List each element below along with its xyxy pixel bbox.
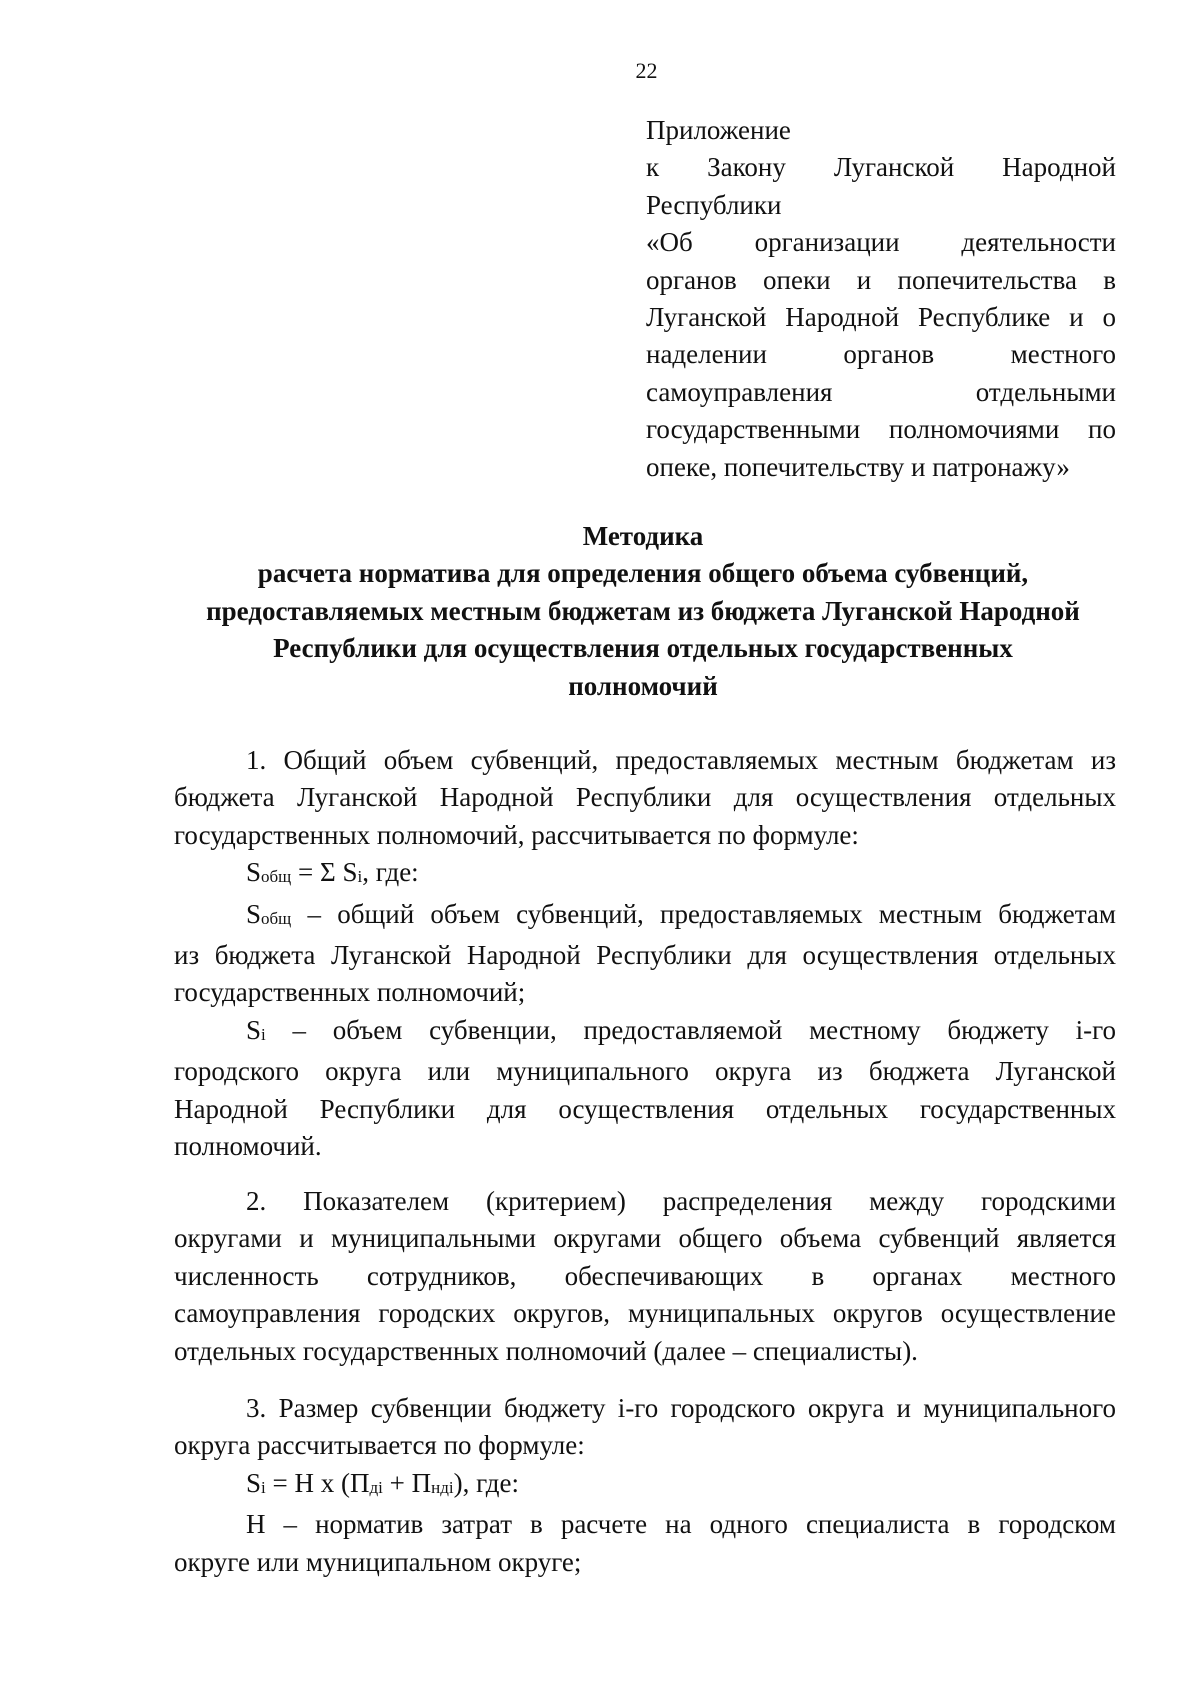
appendix-line: к Закону Луганской Народной [646, 152, 1116, 183]
appendix-line: самоуправления отдельными [646, 376, 1116, 407]
paragraph-line: 3. Размер субвенции бюджету i-го городского округа и муниципального [246, 1393, 1116, 1423]
paragraph-line: полномочий. [174, 1131, 322, 1162]
document-title [170, 518, 1116, 705]
paragraph-line: 2. Показателем (критерием) распределения между городскими [246, 1186, 1116, 1216]
paragraph-line: Народной Республики для осуществления отдельных государственных [174, 1093, 1116, 1124]
paragraph-line: самоуправления городских округов, муниципальных округов осуществление [174, 1298, 1116, 1329]
appendix-line: органов опеки и попечительства в [646, 264, 1116, 295]
section-3 [174, 1390, 1116, 1581]
definition-n-first-line: Н – норматив затрат в расчете на одного специалиста в городском [246, 1509, 1116, 1540]
formula-i: Si = Н х (Пдi + Пндi), где: [246, 1467, 520, 1498]
paragraph-line: государственных полномочий, рассчитывается по формуле: [174, 819, 859, 850]
page-number: 22 [635, 58, 658, 83]
paragraph-line: городского округа или муниципального округа из бюджета Луганской [174, 1056, 1116, 1087]
appendix-line: Республики [646, 189, 782, 220]
title-line: полномочий [568, 670, 718, 701]
title-line: расчета норматива для определения общего объема субвенций, [257, 558, 1029, 589]
section-2 [174, 1183, 1116, 1370]
paragraph-line: округе или муниципальном округе; [174, 1546, 582, 1577]
appendix-line: наделении органов местного [646, 339, 1116, 370]
appendix-reference [646, 112, 1116, 486]
definition-i-first-line: Si – объем субвенции, предоставляемой местному бюджету i-го [246, 1014, 1116, 1045]
appendix-line: «Об организации деятельности [646, 227, 1116, 258]
appendix-line: Луганской Народной Республике и о [646, 302, 1116, 333]
paragraph-line: 1. Общий объем субвенций, предоставляемых местным бюджетам из [246, 745, 1116, 775]
section-1 [174, 742, 1116, 1165]
title-line: Методика [582, 521, 704, 551]
formula-total: Sобщ = Σ Si, где: [246, 857, 419, 888]
paragraph-line: государственных полномочий; [174, 977, 526, 1008]
appendix-line: Приложение [646, 115, 791, 145]
appendix-line: государственными полномочиями по [646, 414, 1116, 445]
appendix-line: опеке, попечительству и патронажу» [646, 451, 1070, 482]
paragraph-line: округа рассчитывается по формуле: [174, 1430, 585, 1461]
paragraph-line: бюджета Луганской Народной Республики для осуществления отдельных [174, 782, 1116, 813]
paragraph-line: отдельных государственных полномочий (далее – специалисты). [174, 1335, 918, 1366]
title-line: предоставляемых местным бюджетам из бюджета Луганской Народной [206, 595, 1080, 626]
title-line: Республики для осуществления отдельных государственных [273, 633, 1013, 664]
paragraph-line: из бюджета Луганской Народной Республики для осуществления отдельных [174, 940, 1116, 971]
paragraph-line: численность сотрудников, обеспечивающих в органах местного [174, 1260, 1116, 1291]
definition-total-first-line: Sобщ – общий объем субвенций, предоставляемых местным бюджетам [246, 898, 1116, 929]
paragraph-line: округами и муниципальными округами общего объема субвенций является [174, 1223, 1116, 1254]
